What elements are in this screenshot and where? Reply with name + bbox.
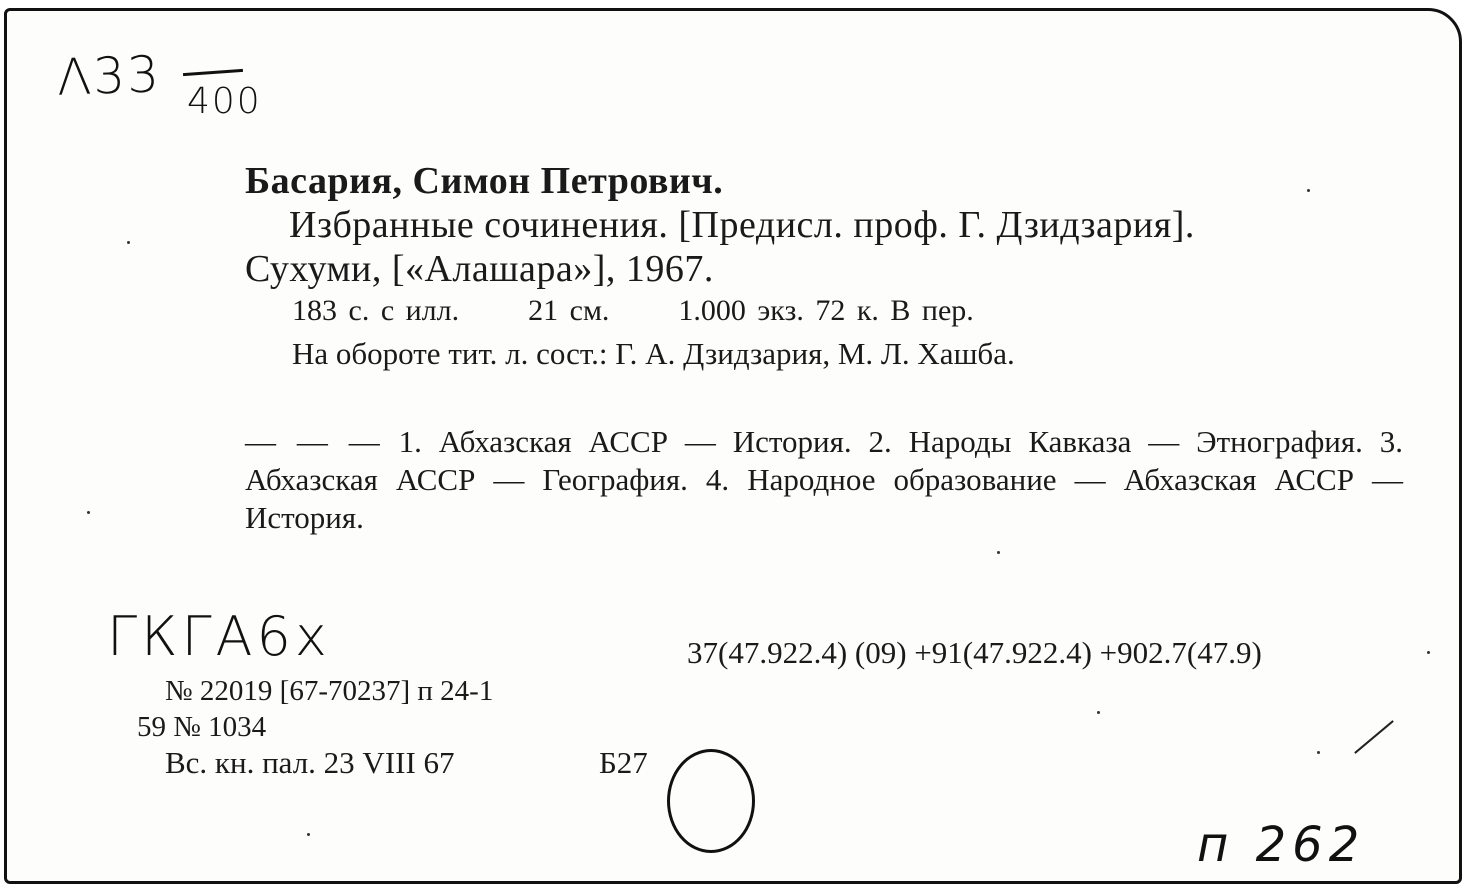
- card-number: № 22019 [67-70237] п 24-1: [165, 675, 494, 707]
- speck: [1097, 711, 1100, 714]
- pencil-mark: [1354, 720, 1394, 754]
- stamp-circle-icon: [667, 749, 755, 853]
- author-heading: Басария, Симон Петрович.: [245, 160, 724, 202]
- classification-index: 37(47.922.4) (09) +91(47.922.4) +902.7(47.9): [687, 635, 1262, 670]
- stamp-code: Б27: [599, 745, 648, 780]
- speck: [1427, 651, 1430, 654]
- speck: [1307, 189, 1310, 192]
- speck: [87, 511, 90, 514]
- subject-headings: [245, 423, 1403, 537]
- imprint-line: Сухуми, [«Алашара»], 1967.: [245, 248, 714, 290]
- speck: [307, 833, 310, 836]
- handwritten-call-number-sub: 400: [187, 81, 262, 122]
- handwritten-call-number: Λ33: [56, 45, 162, 107]
- catalog-card: [4, 8, 1462, 884]
- compiler-note: На обороте тит. л. сост.: Г. А. Дзидзария, М. Л. Хашба.: [292, 336, 1015, 371]
- handwritten-mark-bottom: п 262: [1197, 817, 1366, 873]
- collation-line: 183 с. с илл. 21 см. 1.000 экз. 72 к. В пер.: [292, 294, 974, 327]
- call-number-overline: [183, 69, 243, 76]
- registry-line: Вс. кн. пал. 23 VIII 67: [165, 745, 455, 780]
- title-line: Избранные сочинения. [Предисл. проф. Г. Дзидзария].: [289, 204, 1195, 246]
- subjects-lead-dash: — — —: [245, 424, 382, 459]
- speck: [1317, 751, 1320, 754]
- speck: [997, 551, 1000, 554]
- handwritten-mark-mid: ГКГА6х: [107, 605, 331, 668]
- number-line: 59 № 1034: [137, 711, 267, 743]
- subjects-text: 1. Абхазская АССР — История. 2. Народы Кавказа — Этнография. 3. Абхазская АССР — География. 4. Народное образование — Абхазская АССР — История.: [245, 424, 1404, 535]
- speck: [127, 241, 130, 244]
